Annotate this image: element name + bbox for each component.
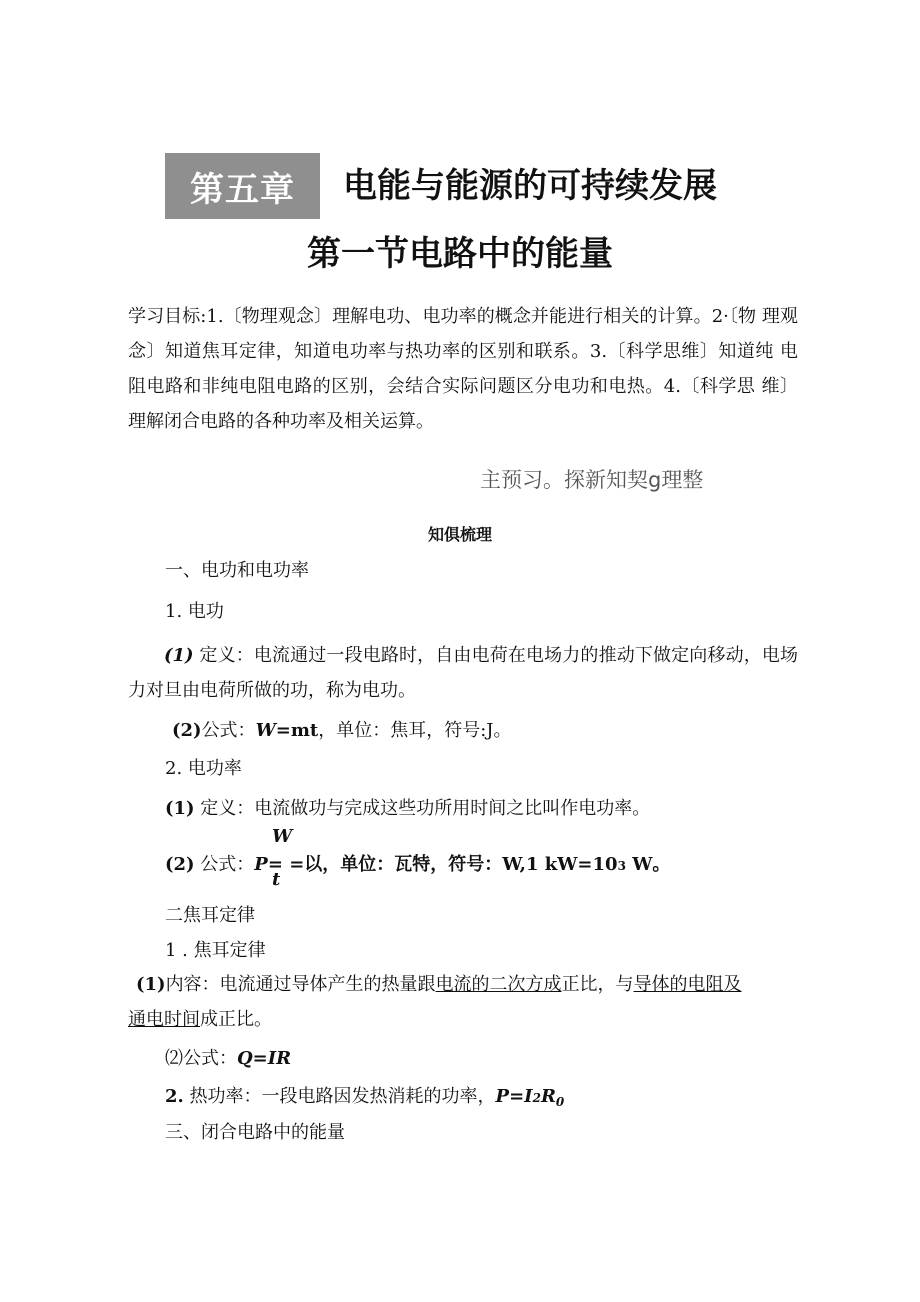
- formula-unit: W。: [625, 854, 671, 875]
- item-number: (1): [164, 645, 194, 666]
- formula-variable: P: [254, 854, 268, 875]
- section-title: 第一节电路中的能量: [307, 234, 613, 274]
- learning-objectives: 学习目标:1.〔物理观念〕理解电功、电功率的概念并能进行相关的计算。2·〔物 理观念〕知道焦耳定律，知道电功率与热功率的区别和联系。3.〔科学思维〕知道纯 电阻电路和非纯电阻电路的区别，会结合实际问题区分电功和电热。4.〔科学思 维〕理解闭合电路的各种功率及相关运算。: [128, 306, 798, 432]
- formula-variable: W: [255, 720, 276, 741]
- heading-closed-circuit-energy: 三、闭合电路中的能量: [165, 1122, 345, 1143]
- preview-banner: 主预习。探新知契g理整: [480, 468, 704, 492]
- definition-text: 定义：电流做功与完成这些功所用时间之比叫作电功率。: [194, 798, 651, 819]
- subscript: 0: [555, 1095, 565, 1109]
- joule-law-formula: [165, 1044, 291, 1070]
- formula-expression: = =以，单位：瓦特，符号：W,1 kW=10: [267, 854, 618, 875]
- item-number: ⑵: [165, 1048, 183, 1069]
- subheading-joule-law: 1 . 焦耳定律: [165, 940, 266, 961]
- item-number: (1): [165, 798, 195, 819]
- electric-work-definition: [128, 638, 798, 708]
- underlined-text: 通电时间: [128, 1009, 200, 1030]
- item-number: (2): [172, 720, 202, 741]
- heat-power: [165, 1082, 564, 1109]
- fraction-denominator: t: [272, 869, 281, 890]
- item-number: (2): [165, 854, 195, 875]
- chapter-title: 电能与能源的可持续发展: [343, 166, 717, 206]
- formula-label: 公式：: [194, 854, 255, 875]
- electric-power-definition: [165, 794, 650, 820]
- formula-label: 公式：: [201, 720, 256, 741]
- content-text: 内容：电流通过导体产生的热量跟: [165, 974, 436, 995]
- formula-unit: ，单位：焦耳，符号:J。: [318, 720, 512, 741]
- knowledge-heading: 知俱梳理: [427, 525, 492, 544]
- fraction-numerator: W: [272, 826, 293, 847]
- formula-label: 公式：: [183, 1048, 237, 1069]
- content-text: 成正比。: [200, 1009, 272, 1030]
- item-number: 2.: [165, 1086, 184, 1107]
- formula-expression: P=I: [495, 1086, 533, 1107]
- subheading-electric-power: 2. 电功率: [165, 758, 242, 779]
- formula-expression: Q=IR: [237, 1048, 292, 1069]
- subheading-electric-work: 1. 电功: [165, 601, 224, 622]
- joule-law-content: [128, 967, 798, 1037]
- definition-text: 定义：电流通过一段电路时，自由电荷在电场力的推动下做定向移动，电场力对旦由电荷所做的功，称为电功。: [128, 645, 798, 701]
- exponent: 2: [532, 1091, 541, 1105]
- formula-expression: =mt: [275, 720, 319, 741]
- heading-joule-law: 二焦耳定律: [165, 905, 255, 926]
- formula-expression: R: [540, 1086, 556, 1107]
- electric-work-formula: [172, 716, 512, 742]
- electric-power-formula: [165, 850, 670, 876]
- heading-electric-work-power: 一、电功和电功率: [165, 560, 309, 581]
- chapter-label: 第五章: [165, 153, 320, 219]
- content-text: 正比，与: [561, 974, 634, 995]
- underlined-text: 电流的二次方成: [435, 974, 562, 995]
- exponent: 3: [617, 859, 626, 873]
- item-number: (1): [136, 974, 166, 995]
- underlined-text: 导体的电阻及: [633, 974, 742, 995]
- heat-power-text: 热功率：一段电路因发热消耗的功率，: [183, 1086, 496, 1107]
